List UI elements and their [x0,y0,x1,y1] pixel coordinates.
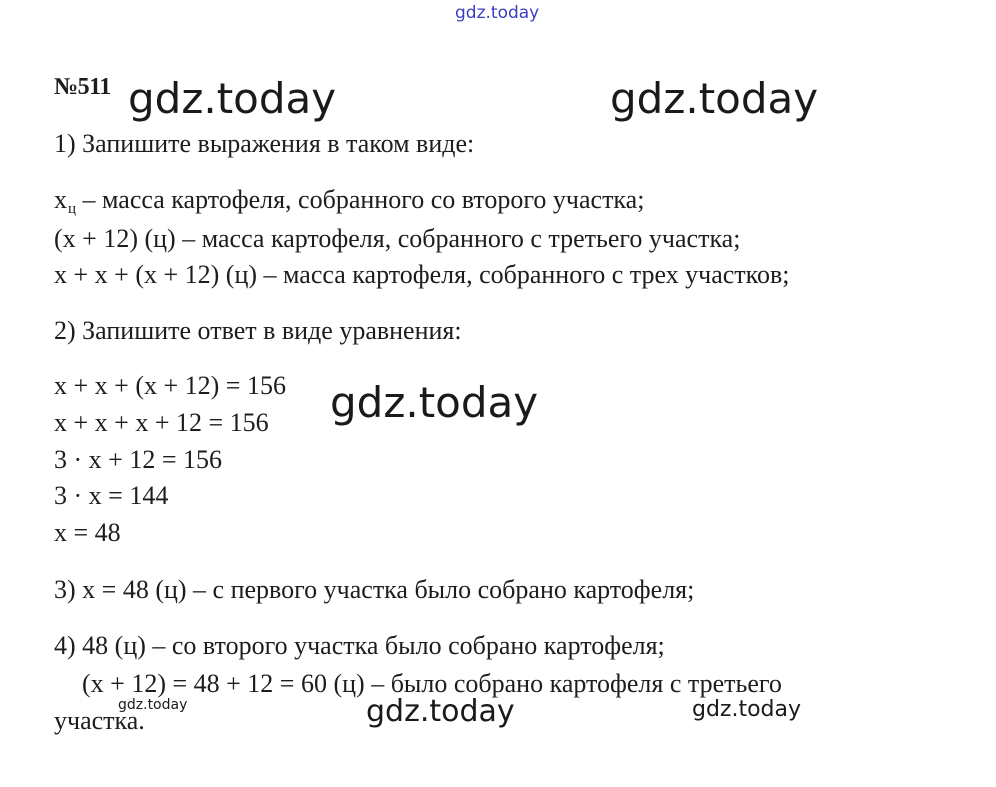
watermark: gdz.today [692,697,802,722]
variable: x [54,185,67,214]
section-1-line: (x + 12) (ц) – масса картофеля, собранного с третьего участка; [54,224,741,253]
watermark: gdz.today [330,378,539,427]
equation-line: x + x + (x + 12) = 156 [54,371,286,400]
watermark: gdz.today [118,697,188,713]
section-4-line: участка. [54,706,145,735]
section-2-title: 2) Запишите ответ в виде уравнения: [54,316,462,345]
watermark: gdz.today [366,694,515,729]
watermark: gdz.today [610,74,819,123]
section-1-line [54,185,645,217]
section-3-text: 3) x = 48 (ц) – с первого участка было собрано картофеля; [54,575,695,604]
problem-number: №511 [54,74,111,100]
watermark: gdz.today [128,74,337,123]
equation-line: x = 48 [54,518,121,547]
line-text: – масса картофеля, собранного со второго участка; [76,185,645,214]
header-watermark: gdz.today [455,3,540,23]
equation-line: x + x + x + 12 = 156 [54,408,269,437]
section-4-line: (x + 12) = 48 + 12 = 60 (ц) – было собрано картофеля с третьего [82,669,782,698]
variable-subscript: ц [68,201,77,217]
equation-line: 3 · x = 144 [54,481,169,510]
section-1-title: 1) Запишите выражения в таком виде: [54,129,475,158]
section-1-line: x + x + (x + 12) (ц) – масса картофеля, собранного с трех участков; [54,260,790,289]
equation-line: 3 · x + 12 = 156 [54,445,222,474]
section-4-line: 4) 48 (ц) – со второго участка было собрано картофеля; [54,631,665,660]
